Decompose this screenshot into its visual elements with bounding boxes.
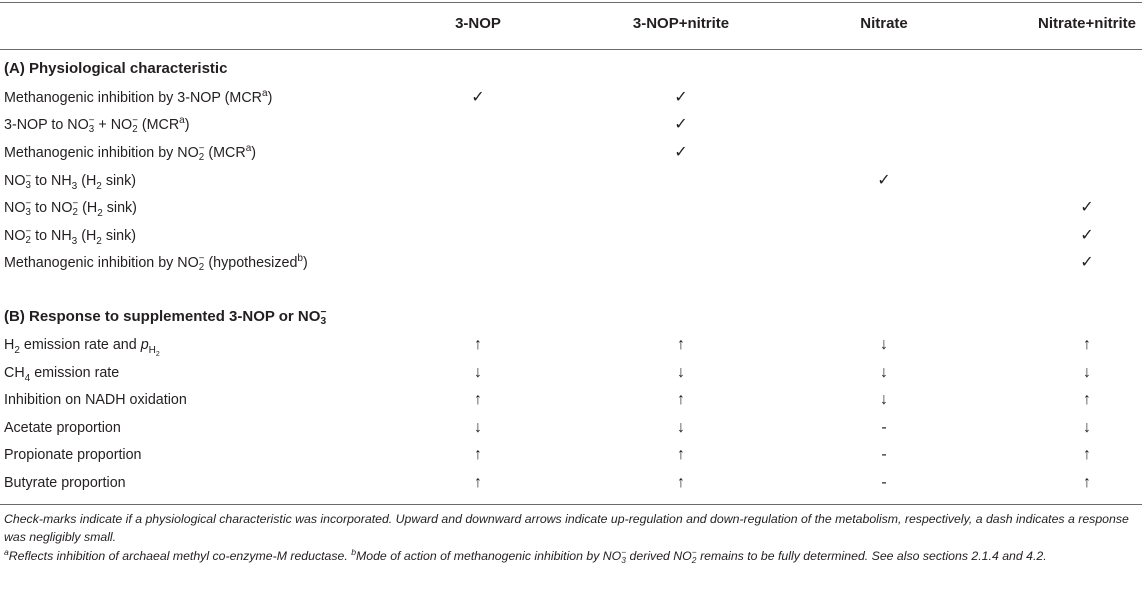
section-a-title: (A) Physiological characteristic — [4, 60, 228, 77]
cell-value: ✓ — [877, 172, 891, 189]
row-label: NO − 2 to $NH_3$ ($H_2$ sink) — [4, 226, 137, 247]
cell-value: ↑ — [677, 446, 685, 463]
cell-value: ↑ — [1083, 336, 1091, 353]
cell-value: ↑ — [677, 474, 685, 491]
cell-value: ↑ — [474, 336, 482, 353]
footnote-main: Check-marks indicate if a physiological characteristic was incorporated. Upward and downward arrows indicate up-regulation and down-regulation of the metabolism, respectively, a dash indicates a response was negligibly small. — [4, 512, 1129, 544]
footnote-abbreviations: $^a$Reflects inhibition of archaeal methyl co-enzyme-M reductase. $^b$Mode of action of methanogenic inhibition by NO − 3 derived NO − 2 remains to be fully determined. See also sections 2.1.4 and 4.2. — [4, 546, 1047, 565]
cell-value: ↑ — [474, 474, 482, 491]
section-b-title: (B) Response to supplemented 3-NOP or NO − 3 — [4, 307, 327, 328]
cell-value: ↓ — [880, 364, 888, 381]
column-header-3-nop-nitrite: 3-NOP+nitrite — [632, 15, 730, 32]
cell-value: ✓ — [1080, 254, 1094, 271]
column-header-nitrate: Nitrate — [860, 15, 908, 32]
row-label: Methanogenic inhibition by 3-NOP (MCR$^a$) — [4, 88, 273, 106]
cell-value: ✓ — [674, 116, 688, 133]
cell-value: ↓ — [880, 336, 888, 353]
row-label: Methanogenic inhibition by NO − 2 (MCR$^a$) — [4, 143, 257, 163]
cell-value: ↓ — [1083, 419, 1091, 436]
cell-value: ↑ — [474, 391, 482, 408]
cell-value: ✓ — [674, 144, 688, 161]
row-label: Acetate proportion — [4, 420, 121, 436]
cell-value: - — [881, 474, 887, 491]
cell-value: ↓ — [474, 419, 482, 436]
cell-value: ✓ — [1080, 227, 1094, 244]
cell-value: ✓ — [1080, 199, 1094, 216]
column-header-3-nop: 3-NOP — [455, 15, 501, 32]
table-bottom-rule — [0, 504, 1142, 505]
row-label: $CH_4$ emission rate — [4, 365, 120, 384]
row-label: Butyrate proportion — [4, 475, 126, 491]
cell-value: ↓ — [880, 391, 888, 408]
cell-value: ↑ — [1083, 474, 1091, 491]
row-label: Methanogenic inhibition by NO − 2 (hypothesized$^b$) — [4, 253, 308, 273]
cell-value: ✓ — [674, 89, 688, 106]
cell-value: - — [881, 446, 887, 463]
row-label: $H_2$ emission rate and $p_{H_2}$ — [4, 337, 160, 358]
cell-value: ↓ — [474, 364, 482, 381]
cell-value: ✓ — [471, 89, 485, 106]
cell-value: ↑ — [677, 336, 685, 353]
cell-value: ↑ — [1083, 391, 1091, 408]
cell-value: ↓ — [677, 419, 685, 436]
row-label: NO − 3 to $NH_3$ ($H_2$ sink) — [4, 171, 137, 192]
row-label: Inhibition on NADH oxidation — [4, 392, 187, 408]
column-header-nitrate-nitrite: Nitrate+nitrite — [1038, 15, 1136, 32]
header-rule — [0, 49, 1142, 50]
cell-value: ↑ — [677, 391, 685, 408]
table-top-rule — [0, 2, 1142, 3]
cell-value: ↓ — [1083, 364, 1091, 381]
cell-value: ↑ — [1083, 446, 1091, 463]
cell-value: - — [881, 419, 887, 436]
cell-value: ↓ — [677, 364, 685, 381]
row-label: Propionate proportion — [4, 447, 142, 463]
cell-value: ↑ — [474, 446, 482, 463]
row-label: 3-NOP to NO − 3 + NO − 2 (MCR$^a$) — [4, 115, 190, 135]
row-label: NO − 3 to NO − 2 ($H_2$ sink) — [4, 198, 137, 219]
